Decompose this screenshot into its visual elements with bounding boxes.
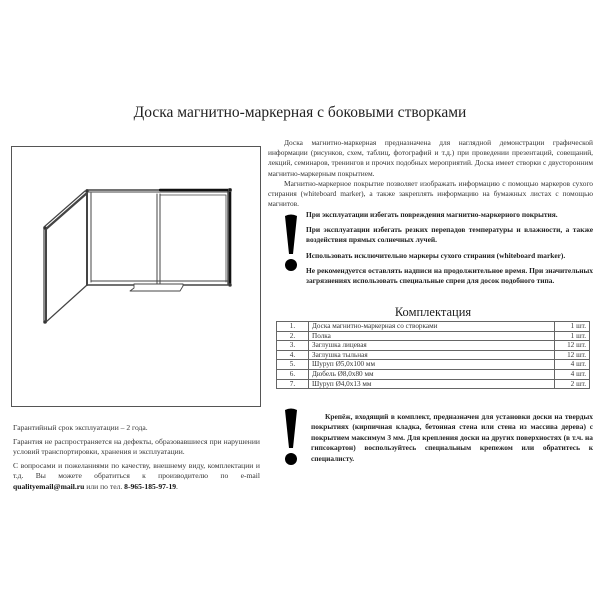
exclamation-icon <box>274 408 308 468</box>
warning-item: При эксплуатации избегать резких перепадов температуры и влажности, а также воздействия прямых солнечных лучей. <box>306 225 593 245</box>
warning-item: Использовать исключительно маркеры сухого стирания (whiteboard marker). <box>306 250 566 260</box>
row-quantity: 12 шт. <box>555 341 590 351</box>
contact-mid: или по тел. <box>84 481 125 491</box>
row-quantity: 1 шт. <box>555 322 590 332</box>
exclamation-icon <box>274 214 308 274</box>
row-item: Шуруп Ø4,0x13 мм <box>309 379 555 389</box>
warning-item: Не рекомендуется оставлять надписи на продолжительное время. При значительных загрязнениях использовать специальные спреи для досок подобного типа. <box>306 265 593 286</box>
table-row <box>277 379 590 389</box>
row-quantity: 1 шт. <box>555 331 590 341</box>
row-item: Полка <box>309 331 555 341</box>
contact-prefix: С вопросами и пожеланиями по качеству, внешнему виду, комплектации и т.д. Вы можете обратиться к производителю по e-mail <box>13 460 260 481</box>
warning-item: При эксплуатации избегать повреждения магнитно-маркерного покрытия. <box>306 210 558 219</box>
usage-warnings <box>306 210 593 291</box>
product-image-frame <box>11 146 261 407</box>
row-number: 4. <box>277 350 309 360</box>
row-item: Доска магнитно-маркерная со створками <box>309 322 555 332</box>
contact-suffix: . <box>176 481 178 491</box>
row-item: Заглушка лицевая <box>309 341 555 351</box>
description-paragraph: Магнитно-маркерное покрытие позволяет изображать информацию с помощью маркеров сухого стирания (whiteboard marker), а также закреплять информацию на бумажных листах с помощью магнитов. <box>268 178 593 209</box>
warranty-contact <box>13 461 260 493</box>
kit-title: Комплектация <box>394 305 472 319</box>
warranty-exclusions: Гарантия не распространяется на дефекты, образовавшиеся при нарушении условий транспортировки, хранения и эксплуатации. <box>13 436 260 457</box>
row-number: 3. <box>277 341 309 351</box>
row-quantity: 12 шт. <box>555 350 590 360</box>
contact-email[interactable]: qualityemail@mail.ru <box>13 481 85 491</box>
row-quantity: 2 шт. <box>555 379 590 389</box>
row-quantity: 4 шт. <box>555 360 590 370</box>
table-row <box>277 350 590 360</box>
description-paragraph: Доска магнитно-маркерная предназначена для наглядной демонстрации графической информации (рисунков, схем, таблиц, фотографий и т.д.) при проведении презентаций, совещаний, лекций, семинаров, тренингов и прочих подобных мероприятий. Доска имеет створки с двусторонним магнитно-маркерным покрытием. <box>268 138 593 178</box>
fastener-note-text: Крепёж, входящий в комплект, предназначен для установки доски на твердых покрытиях (кирпичная кладка, бетонная стена или стена из массива дерева) с покрытием максимум 3 мм. Для крепления доски на других поверхностях (в т.ч. на гипсокартон) воспользуйтесь специальным крепежом или обратитесь к специалисту. <box>311 412 593 463</box>
warranty-info <box>13 423 260 496</box>
warranty-term: Гарантийный срок эксплуатации – 2 года. <box>13 423 148 432</box>
description <box>268 138 593 209</box>
fastener-note <box>311 412 593 464</box>
row-number: 7. <box>277 379 309 389</box>
row-quantity: 4 шт. <box>555 369 590 379</box>
row-item: Дюбель Ø8,0x80 мм <box>309 369 555 379</box>
row-number: 6. <box>277 369 309 379</box>
whiteboard-illustration <box>12 147 262 408</box>
table-row <box>277 341 590 351</box>
table-row <box>277 360 590 370</box>
table-row <box>277 369 590 379</box>
contact-phone[interactable]: 8-965-185-97-19 <box>124 481 177 491</box>
document-title: Доска магнитно-маркерная с боковыми створками <box>133 104 467 121</box>
row-number: 1. <box>277 322 309 332</box>
kit-table <box>276 321 590 389</box>
row-number: 5. <box>277 360 309 370</box>
row-item: Заглушка тыльная <box>309 350 555 360</box>
row-number: 2. <box>277 331 309 341</box>
row-item: Шуруп Ø5,0x100 мм <box>309 360 555 370</box>
table-row <box>277 331 590 341</box>
table-row <box>277 322 590 332</box>
